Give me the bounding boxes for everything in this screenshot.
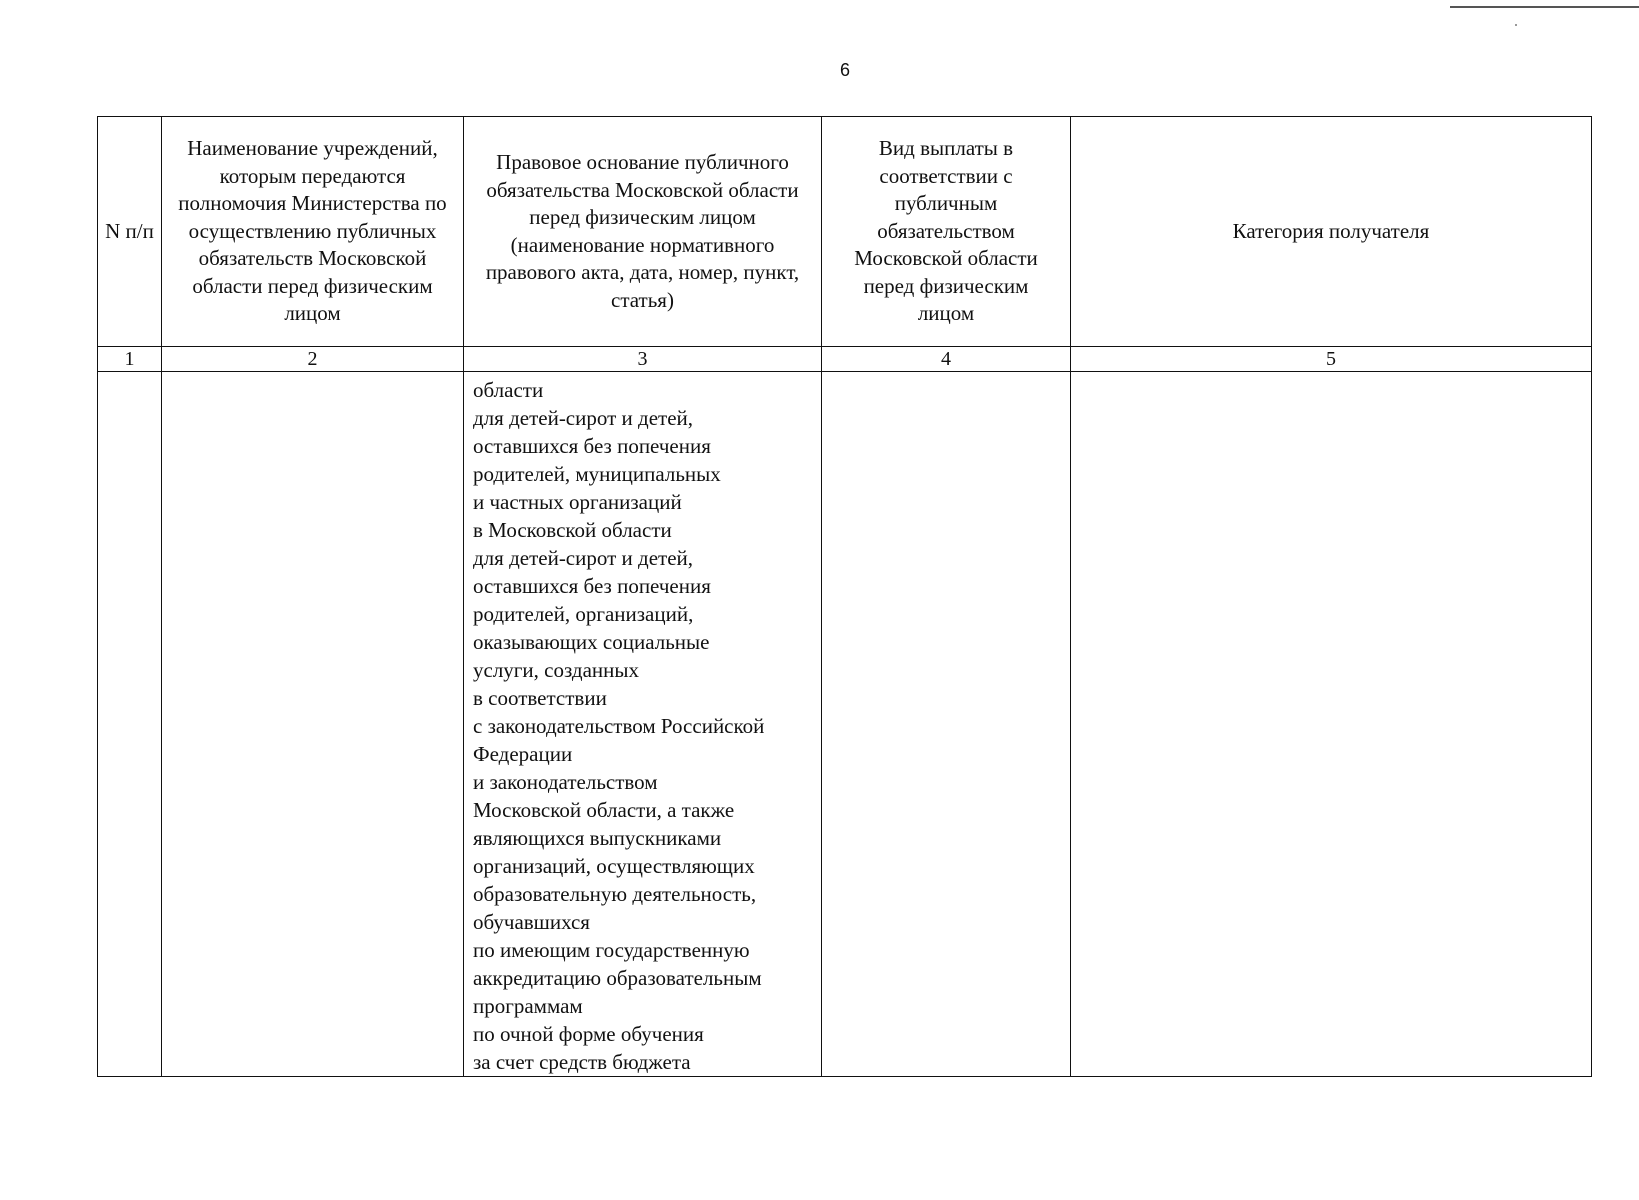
legal-basis-line: программам [473, 994, 583, 1018]
header-recipient-category: Категория получателя [1071, 117, 1592, 347]
legal-basis-line: и законодательством [473, 770, 658, 794]
column-number: 1 [98, 347, 162, 372]
legal-basis-line: Федерации [473, 742, 573, 766]
legal-basis-line: оказывающих социальные [473, 630, 710, 654]
legal-basis-line: по имеющим государственную [473, 938, 750, 962]
legal-basis-line: организаций, осуществляющих [473, 854, 755, 878]
legal-basis-line: родителей, организаций, [473, 602, 694, 626]
header-number: N п/п [98, 117, 162, 347]
payments-table [97, 116, 1592, 1077]
legal-basis-line: и частных организаций [473, 490, 682, 514]
legal-basis-line: обучавшихся [473, 910, 590, 934]
table-row [98, 372, 1592, 1077]
page-number: 6 [839, 60, 850, 80]
scan-artifact-line [1450, 6, 1639, 8]
row-legal-basis-cell [464, 372, 822, 1077]
column-number: 2 [162, 347, 464, 372]
row-number-cell [98, 372, 162, 1077]
legal-basis-line: являющихся выпускниками [473, 826, 722, 850]
row-payment-type-cell [822, 372, 1071, 1077]
legal-basis-line: аккредитацию образовательным [473, 966, 762, 990]
legal-basis-line: услуги, созданных [473, 658, 639, 682]
legal-basis-line: с законодательством Российской [473, 714, 765, 738]
legal-basis-text [464, 372, 821, 1076]
legal-basis-line: Московской области, а также [473, 798, 735, 822]
legal-basis-line: оставшихся без попечения [473, 574, 711, 598]
header-institution: Наименование учреждений, которым передаются полномочия Министерства по осуществлению публичных обязательств Московской области перед физическим лицом [162, 117, 464, 347]
legal-basis-line: родителей, муниципальных [473, 462, 721, 486]
column-number: 3 [464, 347, 822, 372]
legal-basis-line: за счет средств бюджета [473, 1050, 691, 1074]
legal-basis-line: области [473, 378, 544, 402]
row-recipient-category-cell [1071, 372, 1592, 1077]
legal-basis-line: образовательную деятельность, [473, 882, 757, 906]
legal-basis-line: по очной форме обучения [473, 1022, 704, 1046]
row-institution-cell [162, 372, 464, 1077]
legal-basis-line: для детей-сирот и детей, [473, 546, 693, 570]
header-legal-basis: Правовое основание публичного обязательства Московской области перед физическим лицом (наименование нормативного правового акта, дата, номер, пункт, статья) [464, 117, 822, 347]
legal-basis-line: оставшихся без попечения [473, 434, 711, 458]
table-header-row [98, 117, 1592, 347]
legal-basis-line: для детей-сирот и детей, [473, 406, 693, 430]
scan-artifact-dot [1515, 24, 1517, 26]
legal-basis-line: в соответствии [473, 686, 607, 710]
column-number-row [98, 347, 1592, 372]
header-payment-type: Вид выплаты в соответствии с публичным обязательством Московской области перед физическим лицом [822, 117, 1071, 347]
column-number: 4 [822, 347, 1071, 372]
column-number: 5 [1071, 347, 1592, 372]
legal-basis-line: в Московской области [473, 518, 672, 542]
